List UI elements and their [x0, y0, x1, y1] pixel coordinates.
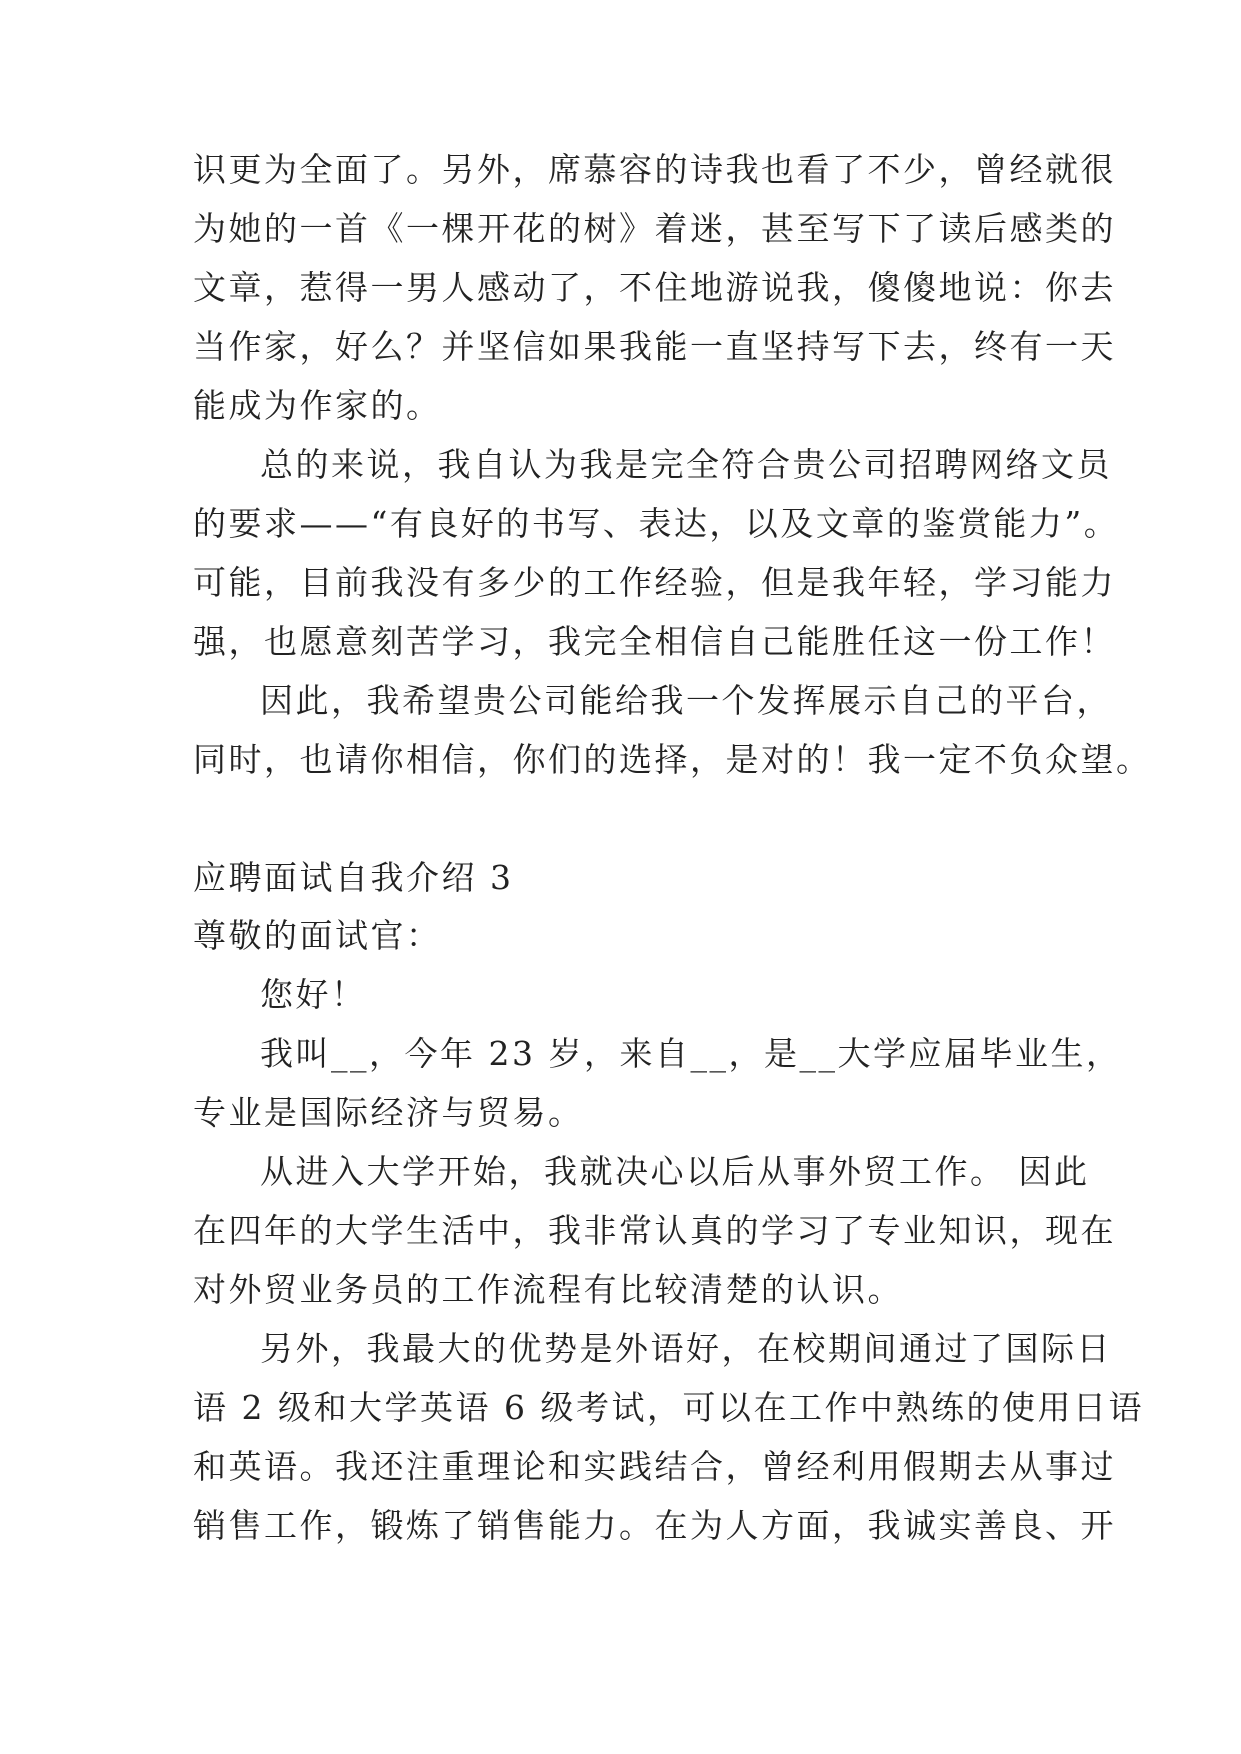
text-line: 对外贸业务员的工作流程有比较清楚的认识。: [193, 1270, 903, 1309]
paragraph-first-line: 从进入大学开始，我就决心以后从事外贸工作。 因此: [260, 1152, 1090, 1191]
text-line: 的要求——“有良好的书写、表达，以及文章的鉴赏能力”。: [193, 504, 1120, 543]
text-line: 在四年的大学生活中，我非常认真的学习了专业知识，现在: [193, 1211, 1116, 1250]
text-line: 强，也愿意刻苦学习，我完全相信自己能胜任这一份工作！: [193, 622, 1116, 661]
text-line: 专业是国际经济与贸易。: [193, 1093, 584, 1132]
text-line: 文章，惹得一男人感动了，不住地游说我，傻傻地说：你去: [193, 268, 1116, 307]
greeting: 您好！: [260, 975, 367, 1014]
text-line: 同时，也请你相信，你们的选择，是对的！我一定不负众望。: [193, 740, 1152, 779]
text-line: 当作家，好么？并坚信如果我能一直坚持写下去，终有一天: [193, 327, 1116, 366]
paragraph-first-line: 另外，我最大的优势是外语好，在校期间通过了国际日: [260, 1329, 1112, 1368]
text-line: 语 2 级和大学英语 6 级考试，可以在工作中熟练的使用日语: [193, 1388, 1144, 1427]
paragraph-first-line: 因此，我希望贵公司能给我一个发挥展示自己的平台，: [260, 681, 1112, 720]
text-line: 能成为作家的。: [193, 386, 442, 425]
text-line: 识更为全面了。另外，席慕容的诗我也看了不少，曾经就很: [193, 150, 1116, 189]
text-line: 可能，目前我没有多少的工作经验，但是我年轻，学习能力: [193, 563, 1116, 602]
text-line: 和英语。我还注重理论和实践结合，曾经利用假期去从事过: [193, 1447, 1116, 1486]
salutation: 尊敬的面试官：: [193, 916, 442, 955]
text-line: 为她的一首《一棵开花的树》着迷，甚至写下了读后感类的: [193, 209, 1116, 248]
paragraph-first-line: 总的来说，我自认为我是完全符合贵公司招聘网络文员: [260, 445, 1112, 484]
paragraph-first-line: 我叫__，今年 23 岁，来自__，是__大学应届毕业生，: [260, 1034, 1122, 1073]
section-heading: 应聘面试自我介绍 3: [193, 858, 514, 897]
text-line: 销售工作，锻炼了销售能力。在为人方面，我诚实善良、开: [193, 1506, 1116, 1545]
